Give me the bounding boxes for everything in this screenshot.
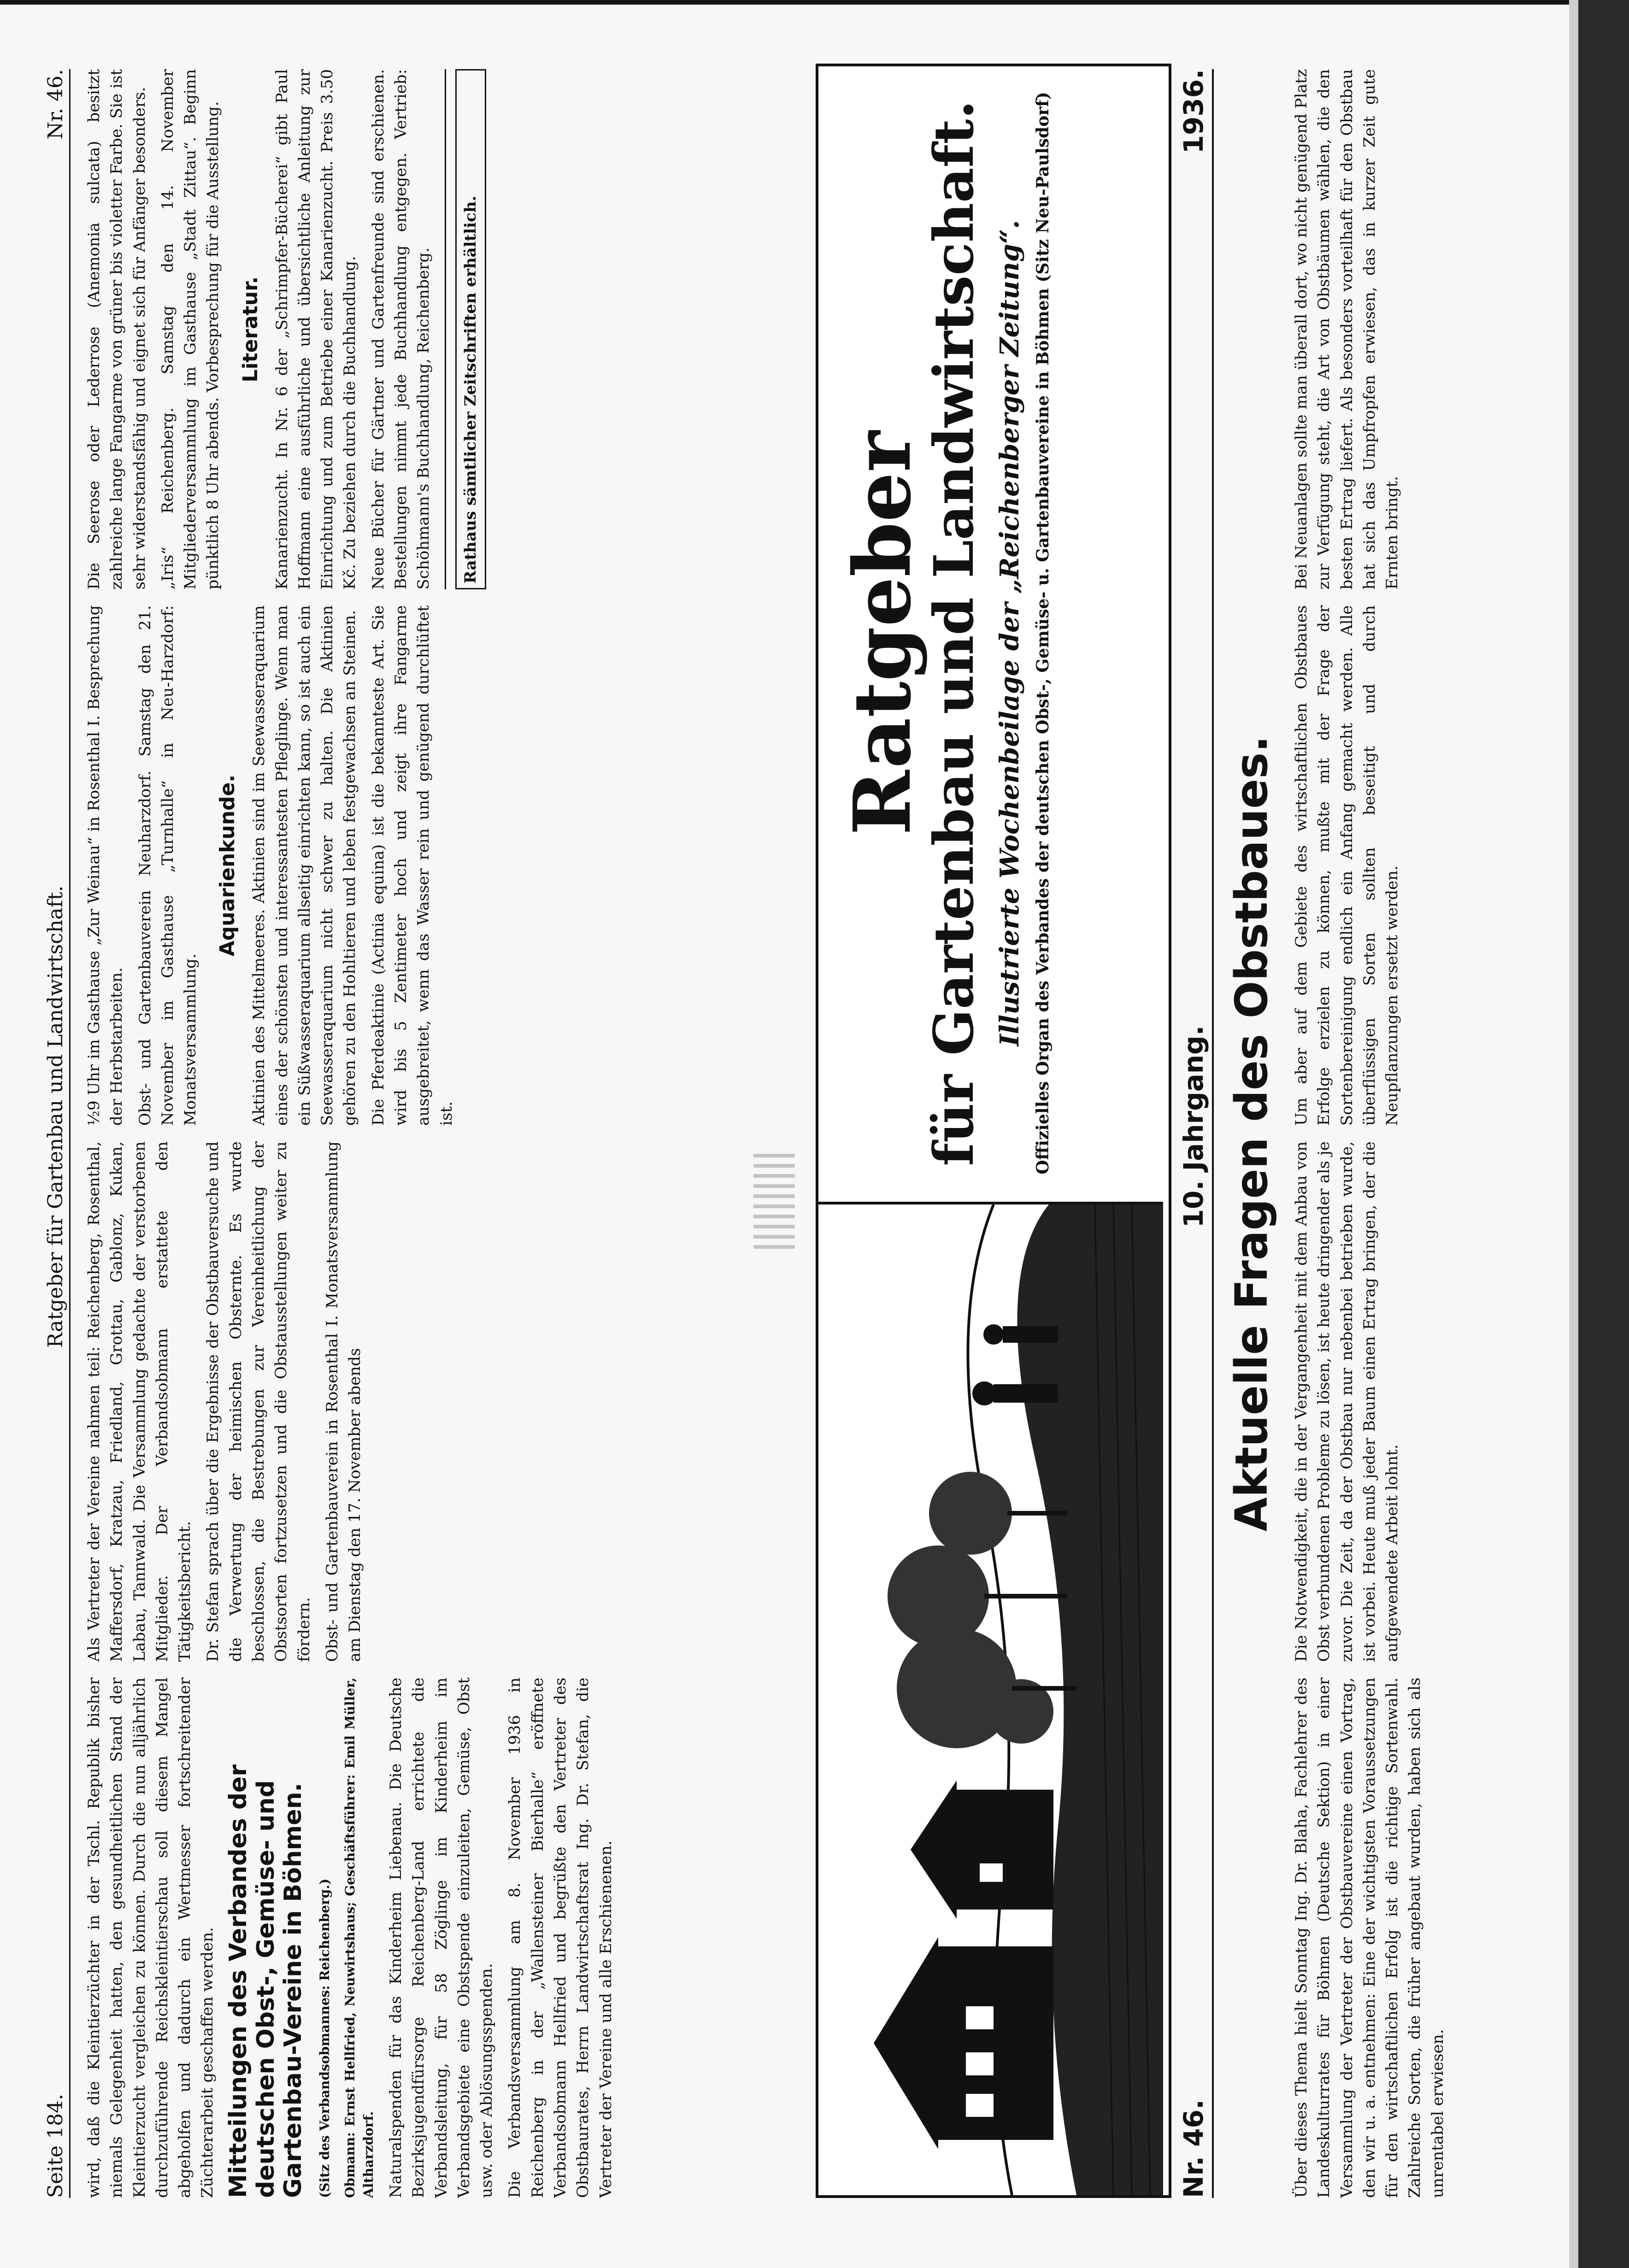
paragraph: Über dieses Thema hielt Sonntag Ing. Dr. Blaha, Fachlehrer des Landeskulturrates für Böhmen (Deutsche Sektion) in einer Versammlung der Vertreter der Obstbauvereine einen Vortrag, den wir u. a. entnehmen: Eine der wichtigsten Voraussetzungen für den wirtschaftlichen Erfolg ist die richtige Sortenwahl. Zahlreiche Sorten, die früher angebaut wurden, haben sich als unrentabel erwiesen.	[1292, 1677, 1447, 2198]
right-column-2	[1290, 1141, 1539, 1662]
scan-gap	[1569, 0, 1578, 2268]
masthead	[816, 64, 1171, 2198]
left-column-4	[83, 69, 728, 590]
right-column-4	[1290, 69, 1539, 590]
title-block	[828, 76, 1159, 1191]
paragraph: wird, daß die Kleintierzüchter in der Tschl. Republik bisher niemals Gelegenheit hatten, den gesundheitlichen Stand der Kleintierzucht vergleichen zu können. Durch die nun alljährlich durchzuführende Reichskleintierschau soll diesem Mangel abgeholfen und dadurch ein Wertmesser fortschreitender Züchterarbeit geschaffen werden.	[85, 1677, 217, 2198]
right-columns	[1290, 69, 1539, 2198]
paragraph: Obst- und Gartenbauverein in Rosenthal I. Monatsversammlung am Dienstag den 17. November abends	[323, 1141, 365, 1662]
paragraph: „Iris“ Reichenberg. Samstag den 14. November Mitgliederversammlung im Gasthause „Stadt Zittau“. Beginn pünktlich 8 Uhr abends. Vorbesprechung für die Ausstellung.	[158, 69, 223, 590]
left-page	[28, 51, 747, 2216]
closing-note: Rathaus sämtlicher Zeitschriften erhältlich.	[455, 69, 486, 590]
left-column-2	[83, 1141, 728, 1662]
section-heading: Aquarienkunde.	[216, 775, 240, 957]
paragraph: Bei Neuanlagen sollte man überall dort, wo nicht genügend Platz zur Verfügung steht, die Art von Obstbäumen wählen, die den besten Ertrag liefert. Als besonders vorteilhaft für den Obstbau hat sich das Umpfropfen erwiesen, das in kurzer Zeit gute Ernten bringt.	[1292, 69, 1402, 590]
gutter-smudge	[753, 1147, 795, 1249]
paragraph: Die Verbandsversammlung am 8. November 1936 in Reichenberg in der „Wallensteiner Bierhalle“ eröffnete Verbandsobmann Hellfried und begrüßte den Vertreter des Obstbaurates, Herrn Landwirtschaftsrat Ing. Dr. Stefan, die Vertreter der Vereine und alle Erschienenen.	[506, 1677, 615, 2198]
masthead-beilage: Illustrierte Wochenbeilage der „Reichenberger Zeitung“.	[994, 220, 1025, 1046]
running-head	[41, 69, 71, 2198]
page-number: Seite 184.	[43, 2094, 67, 2198]
newspaper-spread	[28, 51, 1548, 2216]
paragraph: Obst- und Gartenbauverein Neuharzdorf. Samstag den 21. November im Gasthause „Turnhalle“ in Neu-Harzdorf: Monatsversammlung.	[135, 605, 200, 1126]
paragraph: Kanarienzucht. In Nr. 6 der „Schrimpfer-Bücherei“ gibt Paul Hoffmann eine ausführliche und übersichtliche Anleitung zur Einrichtung und zum Betriebe einer Kanarienzucht. Preis 3.50 Kč. Zu beziehen durch die Buchhandlung.	[272, 69, 359, 590]
issue-number: Nr. 46.	[1178, 2099, 1209, 2198]
paragraph: Aktinien des Mittelmeeres. Aktinien sind im Seewasseraquarium eines der schönsten und interessantesten Pfleglinge. Wenn man ein Süßwasseraquarium allseitig einrichten kann, so ist auch ein Seewasseraquarium nicht schwer zu halten. Die Aktinien gehören zu den Hohltieren und leben festgewachsen an Steinen.	[250, 605, 359, 1126]
scan-edge-right	[1578, 0, 1629, 2268]
running-title: Ratgeber für Gartenbau und Landwirtschaft.	[43, 885, 67, 1348]
left-columns	[83, 69, 728, 2198]
paragraph: Die Pferdeaktinie (Actinia equina) ist die bekannteste Art. Sie wird bis 5 Zentimeter hoch und zeigt ihre Fangarme ausgebreitet, wenn das Wasser rein und genügend durchlüftet ist.	[369, 605, 456, 1126]
section-subheading: (Sitz des Verbandsobmannes: Reichenberg.)	[317, 1878, 333, 2198]
left-column-1	[83, 1678, 728, 2198]
paragraph: Um aber auf dem Gebiete des wirtschaftlichen Obstbaues Erfolge erzielen zu können, mußte mit der Frage der Sortenbereinigung endlich ein Anfang gemacht werden. Alle überflüssigen Sorten sollten beseitigt und durch Neupflanzungen ersetzt werden.	[1292, 605, 1402, 1126]
issue-number: Nr. 46.	[43, 69, 67, 140]
section-heading: Mitteilungen des Verbandes der deutschen Obst-, Gemüse- und Gartenbau-Vereine in Böhmen.	[224, 1764, 307, 2198]
masthead-illustration	[818, 1202, 1163, 2195]
left-page-content	[28, 51, 747, 2216]
paragraph: Die Seerose oder Lederrose (Anemonia sulcata) besitzt zahlreiche lange Fangarme von grüner bis violetter Farbe. Sie ist sehr widerstandsfähig und eignet sich für Anfänger besonders.	[85, 69, 149, 590]
scan-edge-top	[0, 0, 1629, 5]
issue-year: 1936.	[1178, 69, 1209, 154]
right-column-1	[1290, 1678, 1539, 2198]
paragraph: Naturalspenden für das Kinderheim Liebenau. Die Deutsche Bezirksjugendfürsorge Reichenberg-Land errichtete die Verbandsleitung, für 58 Zöglinge im Kinderheim im Verbandsgebiete eine Obstspende einzuleiten, Gemüse, Obst usw. oder Ablösungsspenden.	[386, 1677, 496, 2198]
paragraph: Als Vertreter der Vereine nahmen teil: Reichenberg, Rosenthal, Maffersdorf, Kratzau, Friedland, Grottau, Gablonz, Kukan, Labau, Tannwald. Die Versammlung gedachte der verstorbenen Mitglieder. Der Verbandsobmann erstattete den Tätigkeitsbericht.	[85, 1141, 194, 1662]
paragraph: Die Notwendigkeit, die in der Vergangenheit mit dem Anbau von Obst verbundenen Probleme zu lösen, ist heute dringender als je zuvor. Die Zeit, da der Obstbau nur nebenbei betrieben wurde, ist vorbei. Heute muß jeder Baum einen Ertrag bringen, der die aufgewendete Arbeit lohnt.	[1292, 1141, 1402, 1662]
right-page-content	[802, 51, 1548, 2216]
paragraph: Dr. Stefan sprach über die Ergebnisse der Obstbauversuche und die Verwertung der heimischen Obsternte. Es wurde beschlossen, die Bestrebungen zur Vereinheitlichung der Obstsorten fortzusetzen und die Obstausstellungen weiter zu fördern.	[204, 1141, 313, 1662]
garden-landscape-illustration	[818, 1205, 1163, 2195]
masthead-title: Ratgeber	[836, 431, 929, 835]
divider	[445, 69, 446, 590]
masthead-subtitle: für Gartenbau und Landwirtschaft.	[921, 100, 986, 1166]
section-heading: Literatur.	[238, 276, 262, 382]
issue-line	[1175, 69, 1214, 2198]
left-column-3	[83, 605, 728, 1126]
paragraph: ½9 Uhr im Gasthause „Zur Weinau“ in Rosenthal I. Besprechung der Herbstarbeiten.	[85, 605, 126, 1126]
masthead-organ: Offizielles Organ des Verbandes der deutschen Obst-, Gemüse- u. Gartenbauvereine in Böhmen (Sitz Neu-Paulsdorf)	[1033, 92, 1053, 1175]
officials-line: Obmann: Ernst Hellfried, Neuwirtshaus; Geschäftsführer: Emil Müller, Altharzdorf.	[342, 1677, 376, 2198]
paragraph: Neue Bücher für Gärtner und Gartenfreunde sind erschienen. Bestellungen nimmt jede Buchhandlung entgegen. Vertrieb: Schöhmann's Buchhandlung, Reichenberg.	[369, 69, 433, 590]
article-title: Aktuelle Fragen des Obstbaues.	[1226, 735, 1277, 1532]
issue-volume: 10. Jahrgang.	[1178, 1025, 1209, 1228]
right-column-3	[1290, 605, 1539, 1126]
right-page	[802, 51, 1548, 2216]
